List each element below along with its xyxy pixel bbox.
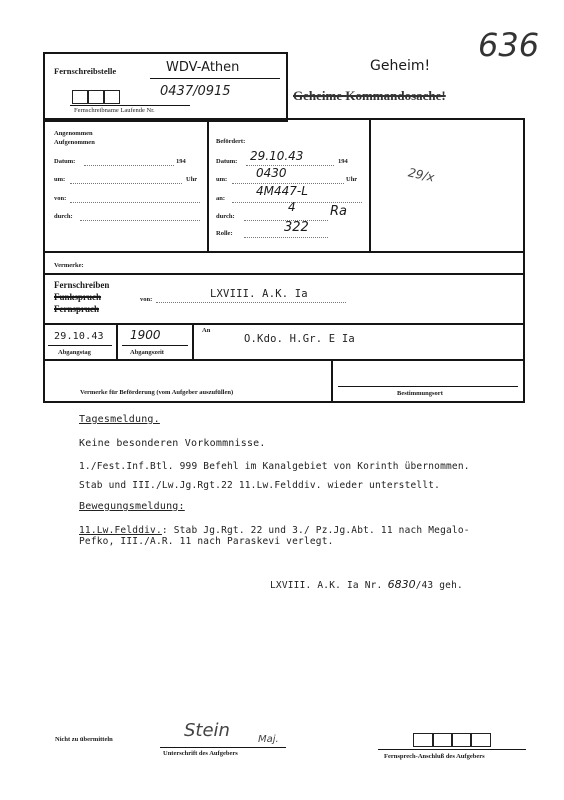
forwarded-initials: Ra	[330, 204, 347, 219]
dispatch-divider-1	[116, 323, 118, 361]
forwarded-rolle-label: Rolle:	[216, 230, 233, 237]
station-label: Fernschreibstelle	[54, 66, 117, 76]
number-label: Fernschreibname Laufende Nr.	[74, 107, 155, 114]
dispatch-date-value: 29.10.43	[54, 331, 104, 342]
received-title-1: Angenommen	[54, 130, 93, 137]
grid-divider-2	[369, 118, 371, 253]
form-type-line3: Fernspruch	[54, 304, 99, 314]
vermerke-label: Vermerke:	[54, 262, 84, 269]
dispatch-recipient: O.Kdo. H.Gr. E Ia	[244, 333, 355, 345]
phone-boxes	[413, 733, 491, 747]
received-year: 194	[176, 158, 186, 165]
form-type-von-label: von:	[140, 296, 153, 303]
body-line1: Keine besonderen Vorkommnisse.	[79, 438, 266, 449]
dispatch-date-underline	[48, 345, 112, 346]
instructions-box-left	[43, 359, 333, 403]
body-line3: Stab und III./Lw.Jg.Rgt.22 11.Lw.Felddiv. wieder unterstellt.	[79, 480, 441, 491]
number-value: 0437/0915	[160, 84, 231, 99]
forwarded-datum-label: Datum:	[216, 158, 238, 165]
received-datum-label: Datum:	[54, 158, 76, 165]
received-von-line	[70, 202, 200, 203]
footer-phone-line	[378, 749, 526, 750]
body-heading: Tagesmeldung.	[79, 414, 160, 425]
body-ref-suffix: /43 geh.	[415, 580, 463, 591]
dispatch-time-underline	[122, 345, 188, 346]
form-type-sender-line	[156, 302, 346, 303]
form-type-line2: Funkspruch	[54, 292, 102, 302]
page-number: 636	[478, 26, 540, 64]
received-title-2: Aufgenommen	[54, 139, 95, 146]
received-uhr-label: Uhr	[186, 176, 198, 183]
forwarded-durch-label: durch:	[216, 213, 235, 220]
dispatch-time-label: Abgangszeit	[130, 349, 164, 356]
forwarded-datum-value: 29.10.43	[250, 149, 304, 163]
grid-divider-1	[207, 118, 209, 253]
received-durch-label: durch:	[54, 213, 73, 220]
forwarded-uhr-label: Uhr	[346, 176, 358, 183]
instructions-right: Bestimmungsort	[397, 390, 443, 397]
received-durch-line	[80, 220, 200, 221]
forwarded-rolle-line	[244, 237, 328, 238]
classification: Geheim!	[370, 58, 431, 74]
dispatch-an-label: An	[202, 327, 211, 334]
body-ref-number: 6830	[387, 578, 416, 591]
forwarded-durch-value: 4	[288, 200, 296, 214]
instructions-left: Vermerke für Beförderung (vom Aufgeber auszufüllen)	[80, 389, 234, 396]
dispatch-date-label: Abgangstag	[58, 349, 91, 356]
body-reference	[270, 573, 463, 592]
form-type-line1: Fernschreiben	[54, 280, 110, 290]
instructions-right-line	[338, 386, 518, 387]
body-sub-heading: Bewegungsmeldung:	[79, 501, 185, 512]
classification-struck: Geheime Kommandosache!	[293, 88, 446, 103]
forwarded-an-label: an:	[216, 195, 226, 202]
body-line4-prefix: 11.Lw.Felddiv.	[79, 525, 162, 536]
footer-signature-rank: Maj.	[258, 734, 279, 745]
form-type-sender: LXVIII. A.K. Ia	[210, 288, 308, 300]
footer-signature-line	[160, 747, 286, 748]
forwarded-year: 194	[338, 158, 348, 165]
footer-signature-label: Unterschrift des Aufgebers	[163, 750, 238, 757]
body-line4	[79, 518, 470, 537]
dispatch-time-value: 1900	[130, 328, 161, 342]
body-ref-prefix: LXVIII. A.K. Ia Nr.	[270, 580, 383, 591]
dispatch-divider-2	[192, 323, 194, 361]
footer-signature: Stein	[184, 720, 230, 741]
station-underline	[150, 78, 280, 79]
vermerke-box	[43, 251, 525, 275]
forwarded-title: Befördert:	[216, 138, 246, 145]
received-um-label: um:	[54, 176, 66, 183]
name-boxes	[72, 90, 120, 104]
footer-left: Nicht zu übermitteln	[55, 736, 113, 743]
corner-note: 29/x	[406, 165, 436, 185]
forwarded-um-label: um:	[216, 176, 228, 183]
received-um-line	[70, 183, 182, 184]
body-line4-rest: : Stab Jg.Rgt. 22 und 3./ Pz.Jg.Abt. 11 nach Megalo-	[161, 525, 470, 536]
forwarded-an-value: 4M447-L	[256, 184, 308, 198]
body-line5: Pefko, III./A.R. 11 nach Paraskevi verlegt.	[79, 536, 334, 547]
footer-phone-label: Fernsprech-Anschluß des Aufgebers	[384, 753, 485, 760]
received-datum-line	[84, 165, 174, 166]
received-von-label: von:	[54, 195, 67, 202]
body-line2: 1./Fest.Inf.Btl. 999 Befehl im Kanalgebiet von Korinth übernommen.	[79, 461, 470, 472]
forwarded-rolle-value: 322	[284, 220, 309, 235]
forwarded-um-value: 0430	[256, 166, 287, 180]
station-value: WDV-Athen	[166, 60, 240, 75]
number-underline	[70, 105, 190, 106]
forwarded-an-line	[232, 202, 362, 203]
